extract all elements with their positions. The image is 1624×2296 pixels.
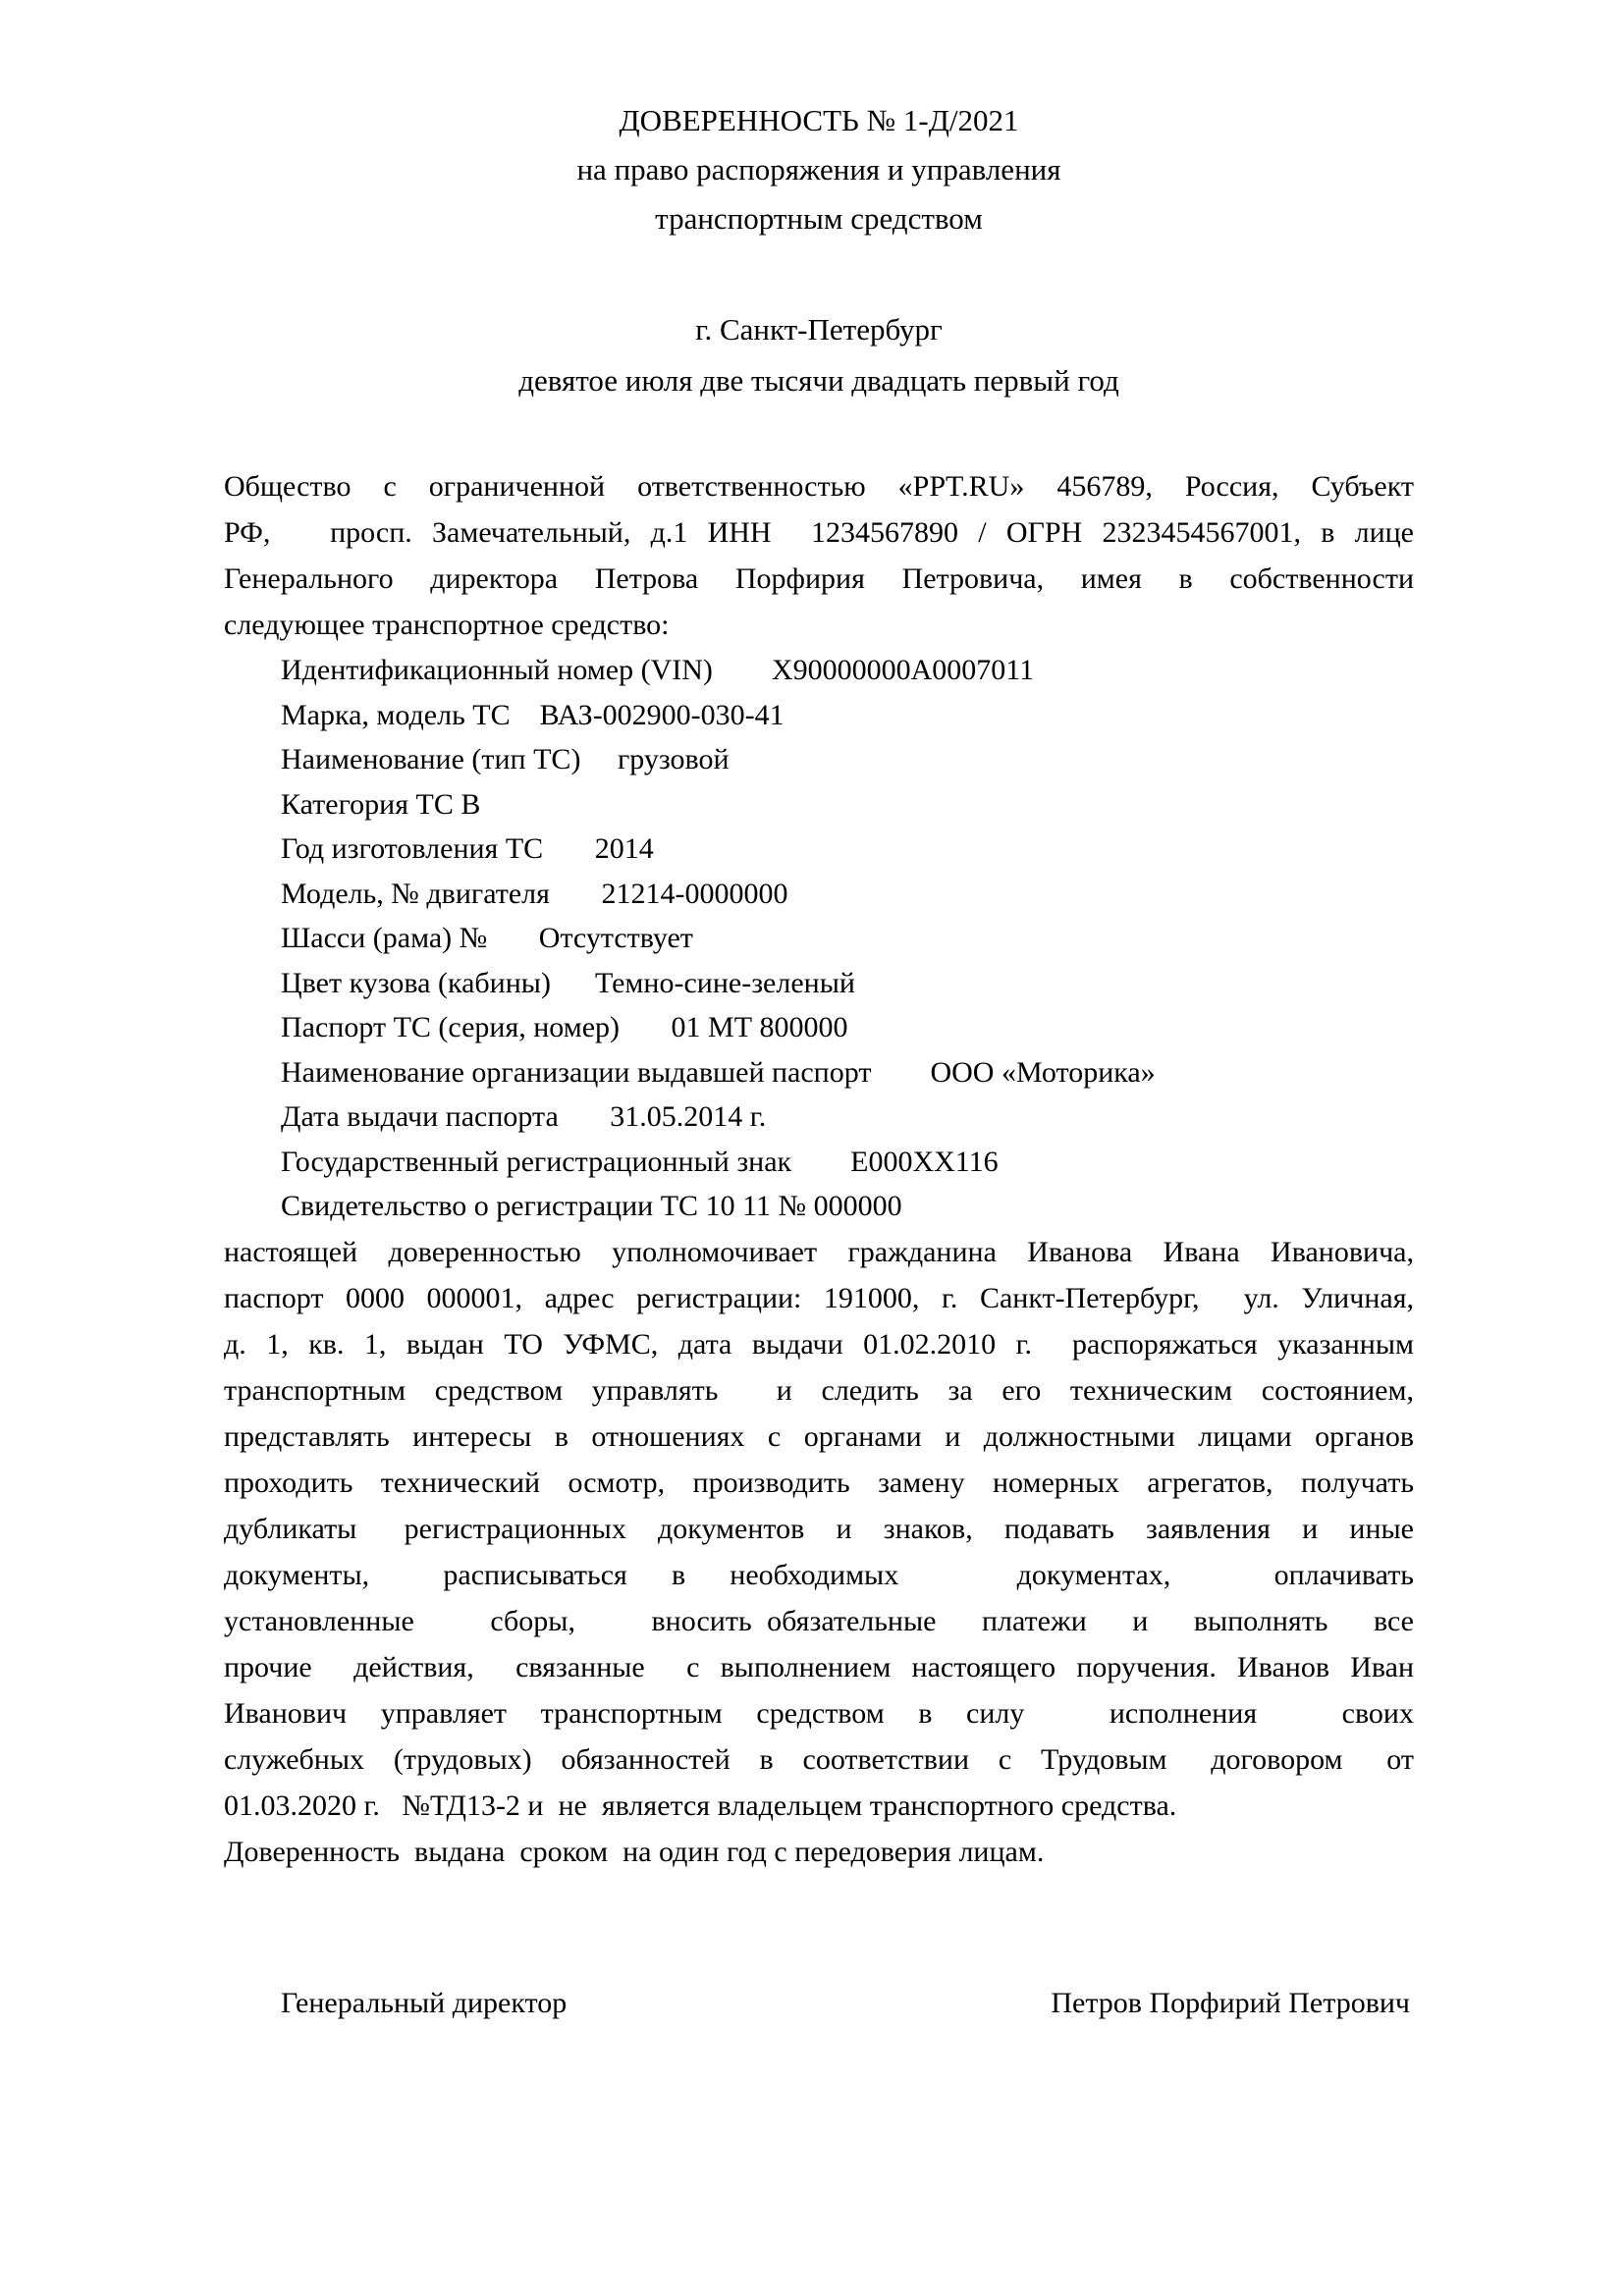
body-line: установленные сборы, вносить обязательные платежи и выполнять все [224, 1604, 1414, 1637]
body-line: 01.03.2020 г. №ТД13-2 и не является владельцем транспортного средства. [224, 1789, 1177, 1822]
document-subtitle-line-1: на право распоряжения и управления [576, 152, 1061, 187]
vehicle-detail-value: Отсутствует [538, 922, 693, 954]
vehicle-detail-gap [713, 654, 772, 686]
vehicle-detail-value: Темно-сине-зеленый [594, 966, 855, 999]
vehicle-detail-label: Дата выдачи паспорта [281, 1100, 559, 1133]
intro-line: РФ, просп. Замечательный, д.1 ИНН 1234567890 / ОГРН 2323454567001, в лице [224, 516, 1414, 549]
vehicle-details-list [224, 648, 1414, 1229]
vehicle-detail-gap [551, 967, 595, 999]
signature-block [224, 1981, 1414, 2025]
body-line: настоящей доверенностью уполномочивает гражданина Иванова Ивана Ивановича, [224, 1235, 1414, 1268]
vehicle-detail-label: Наименование (тип ТС) [281, 743, 581, 775]
vehicle-detail-value: X90000000A0007011 [771, 654, 1035, 686]
vehicle-detail-row [224, 648, 1414, 693]
signatory-role: Генеральный директор [281, 1986, 568, 2019]
body-line: служебных (трудовых) обязанностей в соответствии с Трудовым договором от [224, 1742, 1414, 1776]
vehicle-detail-label: Модель, № двигателя [281, 877, 550, 910]
vehicle-detail-value: 10 11 № 000000 [705, 1190, 902, 1222]
vehicle-detail-value: 2014 [594, 832, 654, 865]
vehicle-detail-gap [550, 878, 602, 910]
vehicle-detail-gap [698, 1190, 706, 1222]
vehicle-detail-label: Государственный регистрационный знак [281, 1145, 792, 1178]
vehicle-detail-label: Свидетельство о регистрации ТС [281, 1190, 699, 1222]
vehicle-detail-label: Шасси (рама) № [281, 922, 488, 954]
city-label: г. Санкт-Петербург [695, 312, 943, 347]
body-line: документы, расписываться в необходимых документах, оплачивать [224, 1558, 1414, 1591]
vehicle-detail-value: 01 МТ 800000 [671, 1011, 848, 1043]
vehicle-detail-gap [620, 1011, 672, 1043]
vehicle-detail-label: Паспорт ТС (серия, номер) [281, 1011, 621, 1043]
body-line: Иванович управляет транспортным средством в силу исполнения своих [224, 1696, 1414, 1730]
vehicle-detail-value: грузовой [617, 743, 730, 775]
vehicle-detail-value: 31.05.2014 г. [610, 1100, 767, 1133]
body-line: прочие действия, связанные с выполнением настоящего поручения. Иванов Иван [224, 1650, 1414, 1683]
vehicle-detail-gap [559, 1100, 611, 1133]
vehicle-detail-gap [791, 1146, 850, 1178]
vehicle-detail-row [224, 693, 1414, 738]
vehicle-detail-row [224, 961, 1414, 1006]
vehicle-detail-gap [580, 743, 618, 775]
vehicle-detail-label: Цвет кузова (кабины) [281, 966, 551, 999]
vehicle-detail-value: 21214-0000000 [601, 877, 788, 910]
document-subtitle-line-2: транспортным средством [655, 201, 983, 236]
authorization-body-paragraph [224, 1229, 1414, 1875]
vehicle-detail-label: Наименование организации выдавшей паспорт [281, 1055, 872, 1089]
vehicle-detail-label: Категория ТС [281, 787, 454, 821]
body-line: дубликаты регистрационных документов и знаков, подавать заявления и иные [224, 1512, 1414, 1545]
date-label: девятое июля две тысячи двадцать первый год [518, 363, 1119, 398]
vehicle-detail-row [224, 1050, 1414, 1095]
body-line: проходить технический осмотр, производить замену номерных агрегатов, получать [224, 1466, 1414, 1499]
vehicle-detail-row [224, 1005, 1414, 1050]
vehicle-detail-row [224, 916, 1414, 961]
page-title: ДОВЕРЕННОСТЬ № 1-Д/2021 [619, 103, 1019, 137]
body-line: паспорт 0000 000001, адрес регистрации: 191000, г. Санкт-Петербург, ул. Уличная, [224, 1281, 1414, 1314]
vehicle-detail-value: E000XX116 [850, 1145, 999, 1178]
body-line: Доверенность выдана сроком на один год с передоверия лицам. [224, 1835, 1045, 1868]
body-line: транспортным средством управлять и следить за его техническим состоянием, [224, 1373, 1414, 1407]
vehicle-detail-row [224, 872, 1414, 917]
body-line: д. 1, кв. 1, выдан ТО УФМС, дата выдачи 01.02.2010 г. распоряжаться указанным [224, 1327, 1414, 1361]
vehicle-detail-row [224, 1095, 1414, 1140]
vehicle-detail-row [224, 782, 1414, 828]
intro-line: Общество с ограниченной ответственностью «PPT.RU» 456789, Россия, Субъект [224, 470, 1414, 503]
vehicle-detail-value: ООО «Моторика» [930, 1055, 1156, 1089]
place-date-block [224, 304, 1414, 406]
vehicle-detail-gap [871, 1056, 930, 1089]
vehicle-detail-row [224, 1184, 1414, 1229]
vehicle-detail-row [224, 737, 1414, 782]
principal-intro-paragraph [224, 463, 1414, 648]
intro-line: следующее транспортное средство: [224, 609, 670, 641]
vehicle-detail-value: ВАЗ-002900-030-41 [539, 698, 785, 731]
body-line: представлять интересы в отношениях с органами и должностными лицами органов [224, 1419, 1414, 1453]
vehicle-detail-value: В [460, 787, 481, 821]
vehicle-detail-label: Год изготовления ТС [281, 832, 544, 865]
document-title-block [224, 96, 1414, 243]
vehicle-detail-gap [511, 699, 540, 731]
vehicle-detail-label: Марка, модель ТС [281, 698, 511, 731]
signatory-name: Петров Порфирий Петрович [1051, 1986, 1410, 2019]
vehicle-detail-row [224, 827, 1414, 872]
vehicle-detail-gap [543, 832, 595, 865]
vehicle-detail-gap [487, 922, 539, 954]
intro-line: Генерального директора Петрова Порфирия Петровича, имея в собственности [224, 562, 1414, 595]
vehicle-detail-row [224, 1140, 1414, 1185]
vehicle-detail-label: Идентификационный номер (VIN) [281, 654, 713, 686]
